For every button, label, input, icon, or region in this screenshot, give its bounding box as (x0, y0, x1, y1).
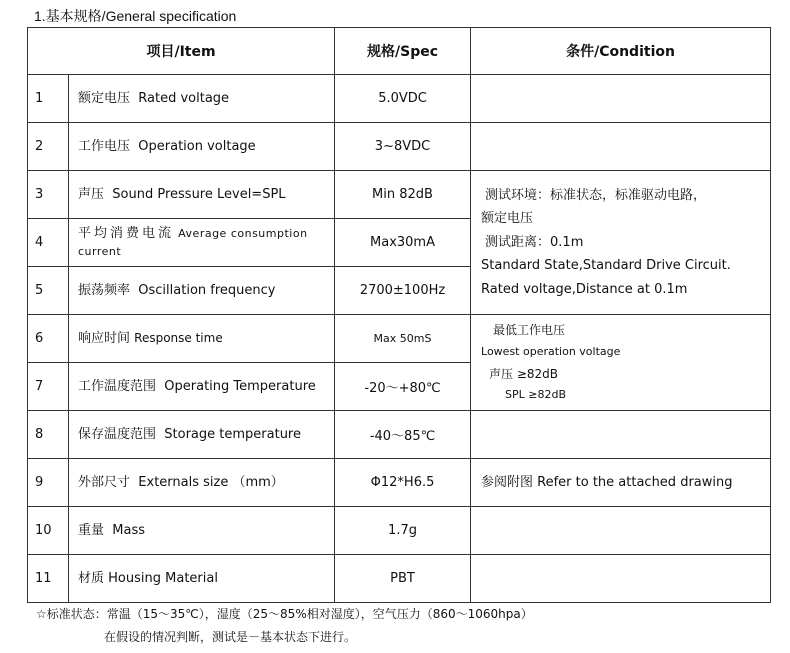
item-en: Average consumption (178, 226, 308, 240)
row-number: 10 (28, 507, 69, 555)
spec-value: -40～85℃ (335, 411, 471, 459)
condition-line: 声压 ≥82dB (489, 366, 559, 381)
header-item: 项目/Item (28, 28, 335, 75)
item-en: Externals size （mm） (138, 474, 284, 490)
condition-line: 额定电压 (481, 211, 534, 227)
condition-cell (471, 123, 771, 171)
spec-value: Max30mA (335, 219, 471, 267)
footnote-standard-state: ☆标准状态：常温（15～35℃），湿度（25～85%相对湿度），空气压力（860～1060hpa） (36, 607, 533, 621)
table-header-row (28, 28, 771, 75)
item-cn: 工作温度范围 (78, 378, 157, 394)
condition-cell-drawing: 参阅附图 Refer to the attached drawing (471, 459, 771, 507)
table-row (28, 555, 771, 603)
item-cell (69, 123, 335, 171)
spec-value: 3~8VDC (335, 123, 471, 171)
item-cn: 工作电压 (78, 138, 131, 154)
item-en: Oscillation frequency (138, 282, 276, 298)
table-row (28, 507, 771, 555)
condition-line: 测试环境：标准状态，标准驱动电路， (485, 188, 707, 204)
condition-line: Lowest operation voltage (481, 344, 621, 358)
item-cn: 材质 (78, 570, 105, 586)
condition-cell (471, 507, 771, 555)
item-cn: 额定电压 (78, 90, 131, 106)
condition-cell (471, 411, 771, 459)
condition-cell (471, 75, 771, 123)
condition-cell (471, 555, 771, 603)
item-cell (69, 219, 335, 267)
condition-cell-test-environment (471, 171, 771, 315)
specification-table (27, 27, 771, 603)
item-en: Sound Pressure Level=SPL (112, 186, 286, 202)
row-number: 8 (28, 411, 69, 459)
row-number: 6 (28, 315, 69, 363)
item-en: Rated voltage (138, 90, 230, 106)
spec-value: 1.7g (335, 507, 471, 555)
spec-value: Φ12*H6.5 (335, 459, 471, 507)
item-cn: 外部尺寸 (78, 474, 131, 490)
condition-line: 测试距离：0.1m (485, 234, 584, 250)
table-row (28, 459, 771, 507)
condition-line: Standard State,Standard Drive Circuit. (481, 258, 731, 274)
condition-line: 最低工作电压 (493, 322, 566, 337)
item-cell (69, 171, 335, 219)
row-number: 4 (28, 219, 69, 267)
condition-line: Rated voltage,Distance at 0.1m (481, 281, 688, 297)
item-cell (69, 75, 335, 123)
footnote-test-basis: 在假设的情况判断，测试是－基本状态下进行。 (104, 630, 357, 644)
item-en: Storage temperature (164, 426, 301, 442)
row-number: 7 (28, 363, 69, 411)
item-cell (69, 411, 335, 459)
table-row (28, 171, 771, 219)
item-en-continued: current (78, 244, 122, 258)
item-en: Response time (134, 330, 223, 345)
condition-cell-lowest-voltage (471, 315, 771, 411)
header-spec: 规格/Spec (335, 28, 471, 75)
item-cn: 响应时间 (78, 330, 131, 346)
table-row (28, 123, 771, 171)
item-cell (69, 267, 335, 315)
item-cn: 振荡频率 (78, 282, 131, 298)
item-cell (69, 315, 335, 363)
table-row (28, 75, 771, 123)
header-condition: 条件/Condition (471, 28, 771, 75)
spec-value: PBT (335, 555, 471, 603)
item-cn: 保存温度范围 (78, 426, 157, 442)
item-en: Housing Material (108, 570, 218, 586)
condition-block (481, 319, 770, 406)
spec-value: 5.0VDC (335, 75, 471, 123)
item-en: Mass (112, 522, 146, 538)
item-cell (69, 363, 335, 411)
condition-line: SPL ≥82dB (505, 388, 566, 402)
row-number: 9 (28, 459, 69, 507)
condition-block (481, 184, 770, 301)
spec-value: Max 50mS (335, 315, 471, 363)
item-en: Operating Temperature (164, 378, 316, 394)
item-cn: 声压 (78, 186, 105, 202)
item-cell (69, 459, 335, 507)
spec-value: 2700±100Hz (335, 267, 471, 315)
row-number: 11 (28, 555, 69, 603)
row-number: 3 (28, 171, 69, 219)
table-row (28, 315, 771, 363)
row-number: 2 (28, 123, 69, 171)
item-cell (69, 507, 335, 555)
table-row (28, 411, 771, 459)
spec-value: Min 82dB (335, 171, 471, 219)
item-cn: 平均消费电流 (78, 225, 175, 241)
row-number: 1 (28, 75, 69, 123)
spec-value: -20～+80℃ (335, 363, 471, 411)
item-en: Operation voltage (138, 138, 256, 154)
item-cell (69, 555, 335, 603)
section-title: 1.基本规格/General specification (34, 8, 237, 24)
row-number: 5 (28, 267, 69, 315)
item-cn: 重量 (78, 522, 105, 538)
